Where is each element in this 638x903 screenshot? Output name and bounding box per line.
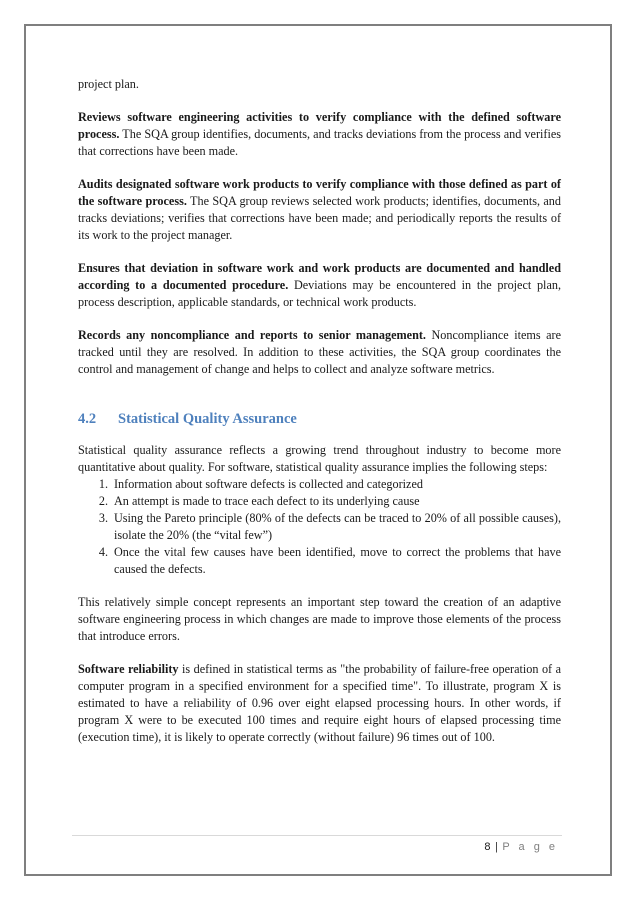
section-intro: Statistical quality assurance reflects a growing trend throughout industry to become more quantitative about quality. For software, statistical quality assurance implies the following steps: [78, 443, 561, 474]
activity-lead: Ensures that deviation in software work and work products are documented and handled according to a documented procedure. [78, 261, 561, 292]
list-item: 4. Once the vital few causes have been identified, move to correct the problems that have caused the defects. [98, 545, 561, 576]
activity-body: Noncompliance items are tracked until they are resolved. In addition to these activities, the SQA group coordinates the control and management of change and helps to collect and analyze software metrics. [78, 328, 561, 376]
list-item: 1. Information about software defects is collected and categorized [98, 477, 423, 491]
activity-lead: Records any noncompliance and reports to senior management. [78, 328, 426, 342]
footer-divider [72, 835, 562, 836]
reliability-term: Software reliability [78, 662, 179, 676]
intro-text: project plan. [78, 77, 139, 91]
activity-paragraph [78, 176, 561, 244]
section-title: Statistical Quality Assurance [118, 411, 297, 427]
reliability-body: is defined in statistical terms as "the probability of failure-free operation of a computer program in a specified environment for a specified time". To illustrate, program X is estimated to have a reliability of 0.96 over eight elapsed processing hours. In other words, if program X were to be executed 100 times and require eight hours of elapsed processing time (execution time), it is likely to operate correctly (without failure) 96 times out of 100. [78, 662, 561, 744]
section-heading [78, 411, 561, 428]
page-label: P a g e [502, 841, 558, 853]
activity-lead: Reviews software engineering activities to verify compliance with the defined software process. [78, 110, 561, 141]
page-number: 8 [484, 841, 491, 853]
activity-paragraph [78, 260, 561, 311]
activity-body: The SQA group identifies, documents, and tracks deviations from the process and verifies that corrections have been made. [78, 127, 561, 158]
activity-paragraph [78, 109, 561, 160]
footer-separator: | [494, 841, 499, 853]
activity-paragraph [78, 327, 561, 378]
section-number: 4.2 [78, 411, 97, 427]
list-item: 2. An attempt is made to trace each defect to its underlying cause [98, 494, 420, 508]
list-item: 3. Using the Pareto principle (80% of the defects can be traced to 20% of all possible causes), isolate the 20% (the “vital few”) [98, 511, 561, 542]
page-footer [484, 841, 558, 853]
activity-body: Deviations may be encountered in the project plan, process description, applicable standards, or technical work products. [78, 278, 561, 309]
activity-lead: Audits designated software work products to verify compliance with those defined as part of the software process. [78, 177, 561, 208]
page-content [78, 76, 561, 746]
activity-body: The SQA group reviews selected work products; identifies, documents, and tracks deviations; verifies that corrections have been made; and periodically reports the results of its work to the project manager. [78, 194, 561, 242]
reliability-paragraph [78, 661, 561, 746]
concept-paragraph: This relatively simple concept represents an important step toward the creation of an adaptive software engineering process in which changes are made to improve those elements of the process that introduce errors. [78, 595, 561, 643]
steps-list [78, 476, 561, 578]
